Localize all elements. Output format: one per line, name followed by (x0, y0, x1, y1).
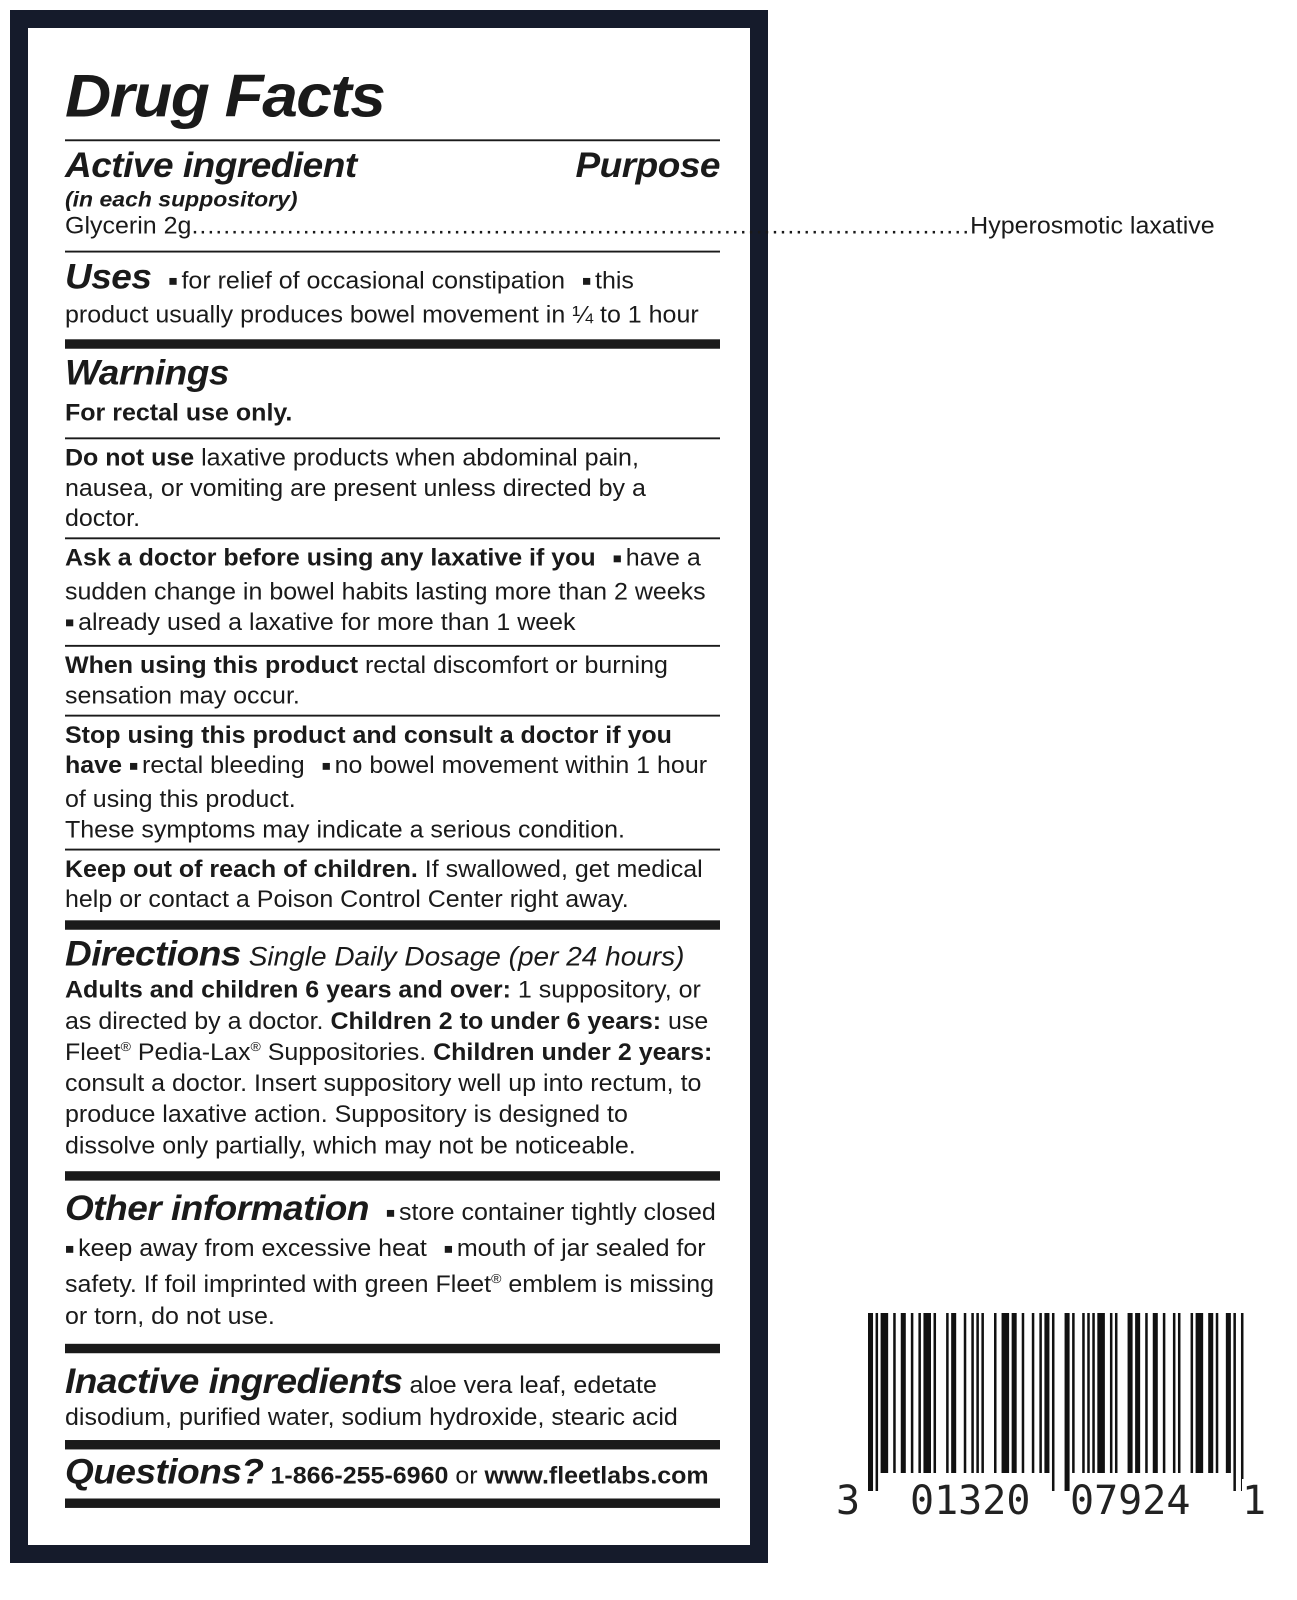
barcode-bar (1216, 1313, 1219, 1473)
barcode-bar (1163, 1313, 1166, 1473)
barcode-bar (964, 1313, 967, 1473)
barcode-bar (994, 1313, 997, 1473)
warnings-section (65, 349, 720, 438)
barcode-bar (1115, 1313, 1118, 1473)
when-using-label: When using this product (65, 652, 359, 679)
barcode-bar (1097, 1313, 1105, 1473)
barcode-bar (1072, 1313, 1075, 1473)
rectal-use-text: For rectal use only. (65, 399, 293, 427)
barcode-digit: 1 (1242, 1478, 1267, 1524)
when-using-section (65, 647, 720, 715)
inactive-ingredients-section (65, 1353, 720, 1440)
barcode-bar (1110, 1313, 1113, 1473)
divider-thick (65, 1171, 720, 1180)
ask-doctor-item: ■ have a sudden change in bowel habits lasting more than 2 weeks (65, 545, 706, 605)
barcode-bar (946, 1313, 949, 1473)
questions-section (65, 1449, 720, 1498)
directions-section (65, 930, 720, 1171)
barcode-bar (1173, 1313, 1176, 1473)
questions-phone: 1-866-255-6960 (263, 1462, 449, 1490)
barcode-bar (981, 1313, 984, 1473)
keep-out-label: Keep out of reach of children. (65, 856, 418, 883)
barcode-bar (918, 1313, 921, 1473)
barcode-bar (976, 1313, 979, 1473)
keep-out-section (65, 851, 720, 921)
questions-website: www.fleetlabs.com (484, 1462, 709, 1490)
questions-or: or (448, 1462, 485, 1490)
barcode-bar (1039, 1313, 1042, 1473)
ask-doctor-item: ■ already used a laxative for more than 1 week (65, 609, 576, 635)
ingredient-row (65, 211, 1215, 241)
barcode-digits: 07924 (1070, 1478, 1191, 1524)
ask-doctor-label: Ask a doctor before using any laxative if you (65, 544, 596, 572)
barcode-bar (876, 1313, 879, 1491)
do-not-use-section (65, 439, 720, 537)
barcode-bar (893, 1313, 896, 1473)
barcode-bar (1208, 1313, 1213, 1473)
barcode-bar (868, 1313, 873, 1491)
barcode-bar (934, 1313, 937, 1473)
barcode-bar (1191, 1313, 1194, 1473)
barcode-bar (1196, 1313, 1204, 1473)
uses-heading: Uses (65, 257, 152, 296)
stop-using-item: ■ rectal bleeding (129, 752, 305, 778)
barcode-bar (1032, 1313, 1035, 1473)
barcode-bar (1044, 1313, 1049, 1473)
barcode-bar (1226, 1313, 1231, 1473)
divider-thick (65, 920, 720, 929)
barcode-bar (1082, 1313, 1085, 1473)
other-information-heading: Other information (65, 1189, 369, 1228)
barcode-bar (881, 1313, 889, 1473)
other-information-section (65, 1181, 720, 1344)
stop-using-label: Stop using this product and consult a doctor if you have (65, 722, 672, 779)
directions-dosage: Single Daily Dosage (per 24 hours) (240, 942, 685, 972)
barcode-bar (1065, 1313, 1070, 1491)
do-not-use-label: Do not use (65, 444, 195, 472)
other-information-item: ■ store container tightly closed (376, 1199, 716, 1225)
uses-item: ■ this product usually produces bowel movement in ¼ to 1 hour (65, 268, 699, 328)
registered-mark: ® (491, 1270, 502, 1286)
barcode-bar (1233, 1313, 1236, 1491)
barcode-bar (1128, 1313, 1133, 1473)
registered-mark: ® (120, 1038, 131, 1054)
other-information-item: ■ keep away from excessive heat (65, 1235, 427, 1261)
stop-using-note: These symptoms may indicate a serious condition. (65, 816, 625, 843)
ask-doctor-section (65, 539, 720, 645)
active-ingredient-heading: Active ingredient (65, 145, 357, 185)
active-ingredient-section (65, 141, 1215, 250)
divider-thick (65, 1344, 720, 1353)
directions-heading: Directions (65, 934, 241, 974)
barcode-bar (1092, 1313, 1095, 1473)
active-header-row (65, 145, 720, 187)
stop-using-item: ■ no bowel movement within 1 hour of using this product. (65, 752, 707, 812)
barcode-bar (1241, 1313, 1244, 1491)
barcode-bar (951, 1313, 956, 1473)
stop-using-section (65, 717, 720, 849)
uses-section (65, 253, 720, 340)
barcode (832, 1313, 1272, 1523)
children-2-6-label: Children 2 to under 6 years: (330, 1008, 662, 1035)
barcode-digits: 01320 (910, 1478, 1031, 1524)
barcode-bar (1135, 1313, 1140, 1473)
adults-label: Adults and children 6 years and over: (65, 976, 511, 1004)
registered-mark: ® (250, 1038, 261, 1054)
inactive-ingredients-heading: Inactive ingredients (65, 1361, 403, 1401)
warnings-heading: Warnings (65, 353, 229, 393)
divider-thick (65, 1498, 720, 1507)
page-title: Drug Facts (65, 62, 385, 130)
when-using-text: rectal discomfort or burning sensation may occur. (65, 652, 668, 710)
inactive-ingredients-text: aloe vera leaf, edetate disodium, purified water, sodium hydroxide, stearic acid (65, 1372, 678, 1431)
purpose-heading: Purpose (575, 145, 720, 185)
questions-heading: Questions? (65, 1452, 264, 1491)
divider-thick (65, 339, 720, 348)
barcode-bar (1052, 1313, 1055, 1491)
barcode-bar (923, 1313, 931, 1473)
children-2-6-text: use Fleet (65, 1008, 709, 1066)
under-2-text: consult a doctor. Insert suppository well up into rectum, to produce laxative action. Suppository is designed to dissolve only partially, which may not be noticeable. (65, 1070, 702, 1159)
ingredient-name: Glycerin 2g (65, 212, 192, 240)
barcode-bar (1012, 1313, 1017, 1473)
barcode-bar (1022, 1313, 1025, 1473)
barcode-bar (1145, 1313, 1148, 1473)
barcode-bar (971, 1313, 974, 1473)
ingredient-purpose: Hyperosmotic laxative (970, 212, 1215, 240)
adults-text: 1 suppository, or as directed by a doctor. (65, 976, 701, 1035)
under-2-label: Children under 2 years: (433, 1039, 713, 1066)
divider-thick (65, 1440, 720, 1449)
barcode-bar (1178, 1313, 1181, 1473)
other-information-item: emblem is missing or torn, do not use. (65, 1271, 715, 1330)
leader-dots: .................................................................................................. (191, 212, 971, 240)
barcode-bar (1002, 1313, 1010, 1473)
children-2-6-text: Pedia-Lax (130, 1039, 251, 1066)
other-information-item: ■ mouth of jar sealed for safety. If foil imprinted with green Fleet (65, 1235, 706, 1297)
keep-out-text: If swallowed, get medical help or contact a Poison Control Center right away. (65, 856, 703, 913)
do-not-use-text: laxative products when abdominal pain, nausea, or vomiting are present unless directed by a doctor. (65, 444, 646, 532)
barcode-digit: 3 (836, 1478, 861, 1524)
active-ingredient-subheading: (in each suppository) (65, 186, 298, 212)
barcode-bar (1087, 1313, 1090, 1473)
uses-item: ■ for relief of occasional constipation (158, 268, 565, 294)
barcode-bar (911, 1313, 914, 1473)
barcode-bar (1153, 1313, 1158, 1473)
barcode-bars (868, 1313, 1246, 1491)
children-2-6-text: Suppositories. (260, 1039, 434, 1066)
barcode-bar (901, 1313, 906, 1473)
